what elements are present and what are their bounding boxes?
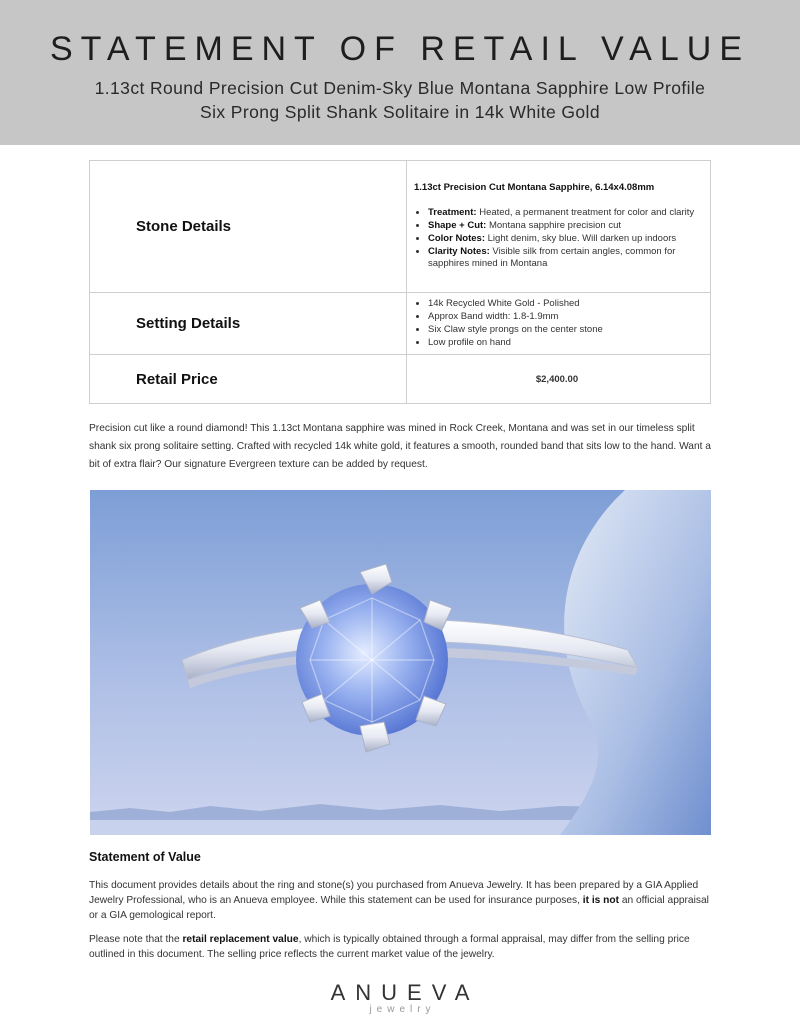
page-subtitle: 1.13ct Round Precision Cut Denim-Sky Blue Montana Sapphire Low Profile Six Prong Split Shank Solitaire in 14k White Gold [94,78,706,122]
retail-price-row [90,355,711,404]
list-item [428,220,700,232]
retail-price-value: $2,400.00 [407,355,711,404]
list-item: • Six Claw style prongs on the center stone [428,324,700,336]
statement-title: Statement of Value [89,850,201,864]
list-item [428,233,700,245]
statement-paragraph-2 [89,932,714,962]
header-banner [0,0,800,145]
brand-name: ANUEVA [330,980,480,1005]
page-title: STATEMENT OF RETAIL VALUE [49,30,750,68]
retail-price-label: Retail Price [90,355,407,404]
setting-details-label: Setting Details [90,293,407,355]
list-item: • Low profile on hand [428,337,700,349]
brand-subtitle: jewelry [369,1004,436,1015]
list-item-value: Light denim, sky blue. Will darken up indoors [485,233,677,244]
stone-details-value [407,161,711,293]
stone-heading: 1.13ct Precision Cut Montana Sapphire, 6.14x4.08mm [414,182,655,193]
setting-details-value [407,293,711,355]
statement-text: Please note that the [89,934,183,945]
list-item-value: Visible silk from certain angles, common for sapphires mined in Montana [428,246,676,269]
list-item-key: Treatment: [428,207,477,218]
list-item-value: Montana sapphire precision cut [486,220,621,231]
details-table [89,160,711,404]
list-item-key: Clarity Notes: [428,246,490,257]
ring-illustration [90,490,711,835]
statement-text: an official appraisal or a GIA gemological report. [89,895,709,921]
stone-details-list [414,207,700,270]
list-item-key: Shape + Cut: [428,220,487,231]
statement-text: , which is typically obtained through a formal appraisal, may differ from the selling price outlined in this document. The selling price reflects the current market value of the jewelry. [89,934,690,960]
ring-photo [90,490,711,835]
list-item: • Approx Band width: 1.8-1.9mm [428,311,700,323]
setting-details-list [414,298,700,349]
statement-paragraph-1 [89,878,714,923]
statement-bold: it is not [582,895,620,906]
brand-logo [0,980,800,1015]
list-item-key: Color Notes: [428,233,485,244]
list-item [428,246,700,270]
list-item [428,207,700,219]
product-description: Precision cut like a round diamond! This 1.13ct Montana sapphire was mined in Rock Creek, Montana and was set in our timeless split shank six prong solitaire setting. Crafted with recycled 14k white gold, it features a smooth, rounded band that sits low to the hand. Want a bit of extra flair? Our signature Evergreen texture can be added by request. [89,423,711,470]
stone-details-label: Stone Details [90,161,407,293]
list-item: • 14k Recycled White Gold - Polished [428,298,700,310]
list-item-value: Heated, a permanent treatment for color and clarity [476,207,695,218]
stone-details-row [90,161,711,293]
setting-details-row [90,293,711,355]
statement-text: This document provides details about the ring and stone(s) you purchased from Anueva Jewelry. It has been prepared by a GIA Applied Jewelry Professional, who is an Anueva employee. While this statement can be used for insurance purposes, [89,880,699,906]
statement-bold: retail replacement value [182,934,299,945]
